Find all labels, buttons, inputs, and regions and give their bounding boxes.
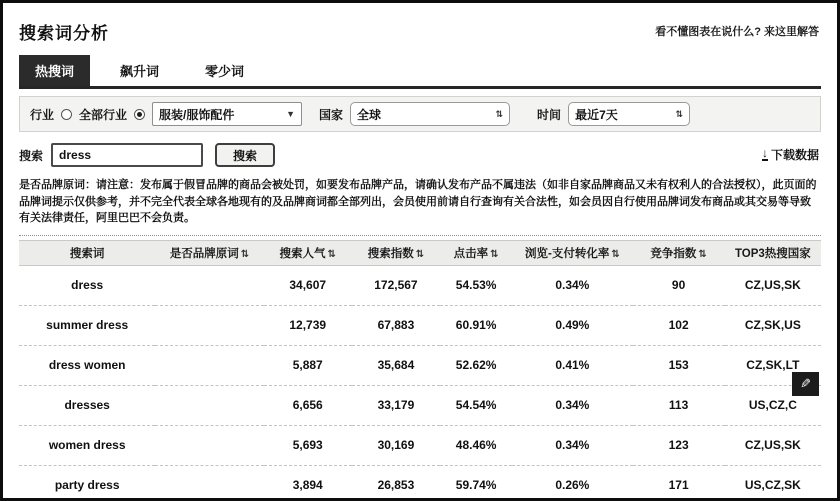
value-cell: CZ,SK,LT (725, 345, 821, 385)
value-cell: 0.34% (512, 265, 632, 305)
industry-category-radio[interactable] (134, 109, 145, 120)
keyword-cell: party dress (19, 465, 155, 501)
value-cell (155, 385, 263, 425)
industry-select[interactable] (152, 102, 302, 126)
value-cell: 48.46% (440, 425, 512, 465)
value-cell: 54.54% (440, 385, 512, 425)
time-select-value: 最近7天 (575, 107, 618, 122)
brand-word-notice: 是否品牌原词：请注意：发布属于假冒品牌的商品会被处罚，如要发布品牌产品，请确认发布产品不属违法（如非自家品牌商品又未有权利人的合法授权），此页面的品牌词提示仅供参考，并不完全代表全球各地现有的及品牌商词都全部列出，会员使用前请自行查询有关合法性，如会员因自行使用品牌词发布商品或其交易等导致有关法律责任，阿里巴巴不会负责。 (19, 177, 821, 236)
value-cell: 0.26% (512, 465, 632, 501)
table-row (19, 305, 821, 345)
value-cell: 30,169 (352, 425, 440, 465)
tab-zero-few-words[interactable]: 零少词 (205, 64, 245, 79)
column-header-label: 竞争指数 (650, 247, 697, 260)
select-arrows-icon: ⇅ (675, 108, 684, 119)
table-row (19, 465, 821, 501)
value-cell: 33,179 (352, 385, 440, 425)
value-cell: 102 (633, 305, 725, 345)
value-cell: 60.91% (440, 305, 512, 345)
value-cell: CZ,US,SK (725, 425, 821, 465)
sort-icon[interactable]: ⇅ (490, 248, 499, 260)
column-header-label: 浏览-支付转化率 (524, 247, 610, 260)
table-body (19, 265, 821, 501)
column-header-label: 是否品牌原词 (169, 247, 239, 260)
column-header-label: 点击率 (453, 247, 489, 260)
search-row (19, 141, 821, 169)
keyword-cell: dress women (19, 345, 155, 385)
keyword-cell: summer dress (19, 305, 155, 345)
country-select-value: 全球 (357, 107, 382, 122)
column-header[interactable] (352, 240, 440, 265)
country-label: 国家 (319, 107, 344, 122)
keyword-cell: dress (19, 265, 155, 305)
edit-pencil-icon[interactable]: ✎ (792, 372, 819, 396)
value-cell: 153 (633, 345, 725, 385)
tab-bar (19, 55, 821, 89)
value-cell: 6,656 (264, 385, 352, 425)
value-cell: 113 (633, 385, 725, 425)
table-row (19, 345, 821, 385)
page-title: 搜索词分析 (19, 24, 109, 43)
dropdown-arrow-icon: ▼ (286, 109, 296, 119)
filter-panel (19, 96, 821, 132)
value-cell: US,CZ,C (725, 385, 821, 425)
value-cell: US,CZ,SK (725, 465, 821, 501)
sort-icon[interactable]: ⇅ (698, 248, 707, 260)
keyword-cell: women dress (19, 425, 155, 465)
value-cell: 59.74% (440, 465, 512, 501)
tab-rising-words[interactable]: 飙升词 (120, 64, 160, 79)
table-header-row (19, 240, 821, 265)
value-cell: 123 (633, 425, 725, 465)
search-label: 搜索 (19, 148, 44, 163)
column-header[interactable] (633, 240, 725, 265)
value-cell: 0.34% (512, 425, 632, 465)
search-input[interactable] (51, 143, 203, 167)
value-cell: 52.62% (440, 345, 512, 385)
value-cell: CZ,SK,US (725, 305, 821, 345)
table-row (19, 265, 821, 305)
column-header[interactable] (512, 240, 632, 265)
value-cell: 0.41% (512, 345, 632, 385)
value-cell: 0.34% (512, 385, 632, 425)
column-header-label: 搜索人气 (279, 247, 326, 260)
value-cell (155, 425, 263, 465)
value-cell (155, 465, 263, 501)
value-cell: 34,607 (264, 265, 352, 305)
search-button[interactable]: 搜索 (215, 143, 275, 167)
column-header[interactable] (264, 240, 352, 265)
table-row (19, 425, 821, 465)
download-data-link[interactable] (762, 146, 819, 163)
value-cell: 5,887 (264, 345, 352, 385)
time-select[interactable] (568, 102, 690, 126)
value-cell: 12,739 (264, 305, 352, 345)
value-cell: 35,684 (352, 345, 440, 385)
column-header-label: 搜索词 (69, 247, 105, 260)
sort-icon[interactable]: ⇅ (327, 248, 336, 260)
sort-icon[interactable]: ⇅ (611, 248, 620, 260)
column-header[interactable] (155, 240, 263, 265)
column-header (725, 240, 821, 265)
column-header (19, 240, 155, 265)
value-cell (155, 265, 263, 305)
industry-select-value: 服装/服饰配件 (159, 107, 235, 122)
download-label: 下载数据 (770, 148, 819, 162)
value-cell: CZ,US,SK (725, 265, 821, 305)
value-cell: 3,894 (264, 465, 352, 501)
column-header[interactable] (440, 240, 512, 265)
value-cell: 26,853 (352, 465, 440, 501)
all-industries-label: 全部行业 (79, 107, 128, 122)
sort-icon[interactable]: ⇅ (415, 248, 425, 260)
value-cell: 54.53% (440, 265, 512, 305)
value-cell (155, 305, 263, 345)
value-cell: 171 (633, 465, 725, 501)
country-select[interactable] (350, 102, 510, 126)
column-header-label: TOP3热搜国家 (734, 247, 811, 260)
value-cell (155, 345, 263, 385)
column-header-label: 搜索指数 (367, 247, 414, 260)
value-cell: 172,567 (352, 265, 440, 305)
table-row (19, 385, 821, 425)
select-arrows-icon: ⇅ (495, 108, 504, 119)
search-terms-table (19, 240, 821, 501)
topbar (19, 13, 821, 47)
industry-label: 行业 (30, 107, 55, 122)
tab-hot-words[interactable]: 热搜词 (19, 55, 90, 86)
keyword-cell: dresses (19, 385, 155, 425)
sort-icon[interactable]: ⇅ (240, 248, 250, 260)
value-cell: 0.49% (512, 305, 632, 345)
time-label: 时间 (537, 107, 562, 122)
value-cell: 90 (633, 265, 725, 305)
value-cell: 5,693 (264, 425, 352, 465)
all-industries-radio[interactable] (61, 109, 72, 120)
download-icon: ↓ (761, 146, 768, 160)
help-link[interactable]: 看不懂图表在说什么? 来这里解答 (655, 26, 819, 38)
value-cell: 67,883 (352, 305, 440, 345)
